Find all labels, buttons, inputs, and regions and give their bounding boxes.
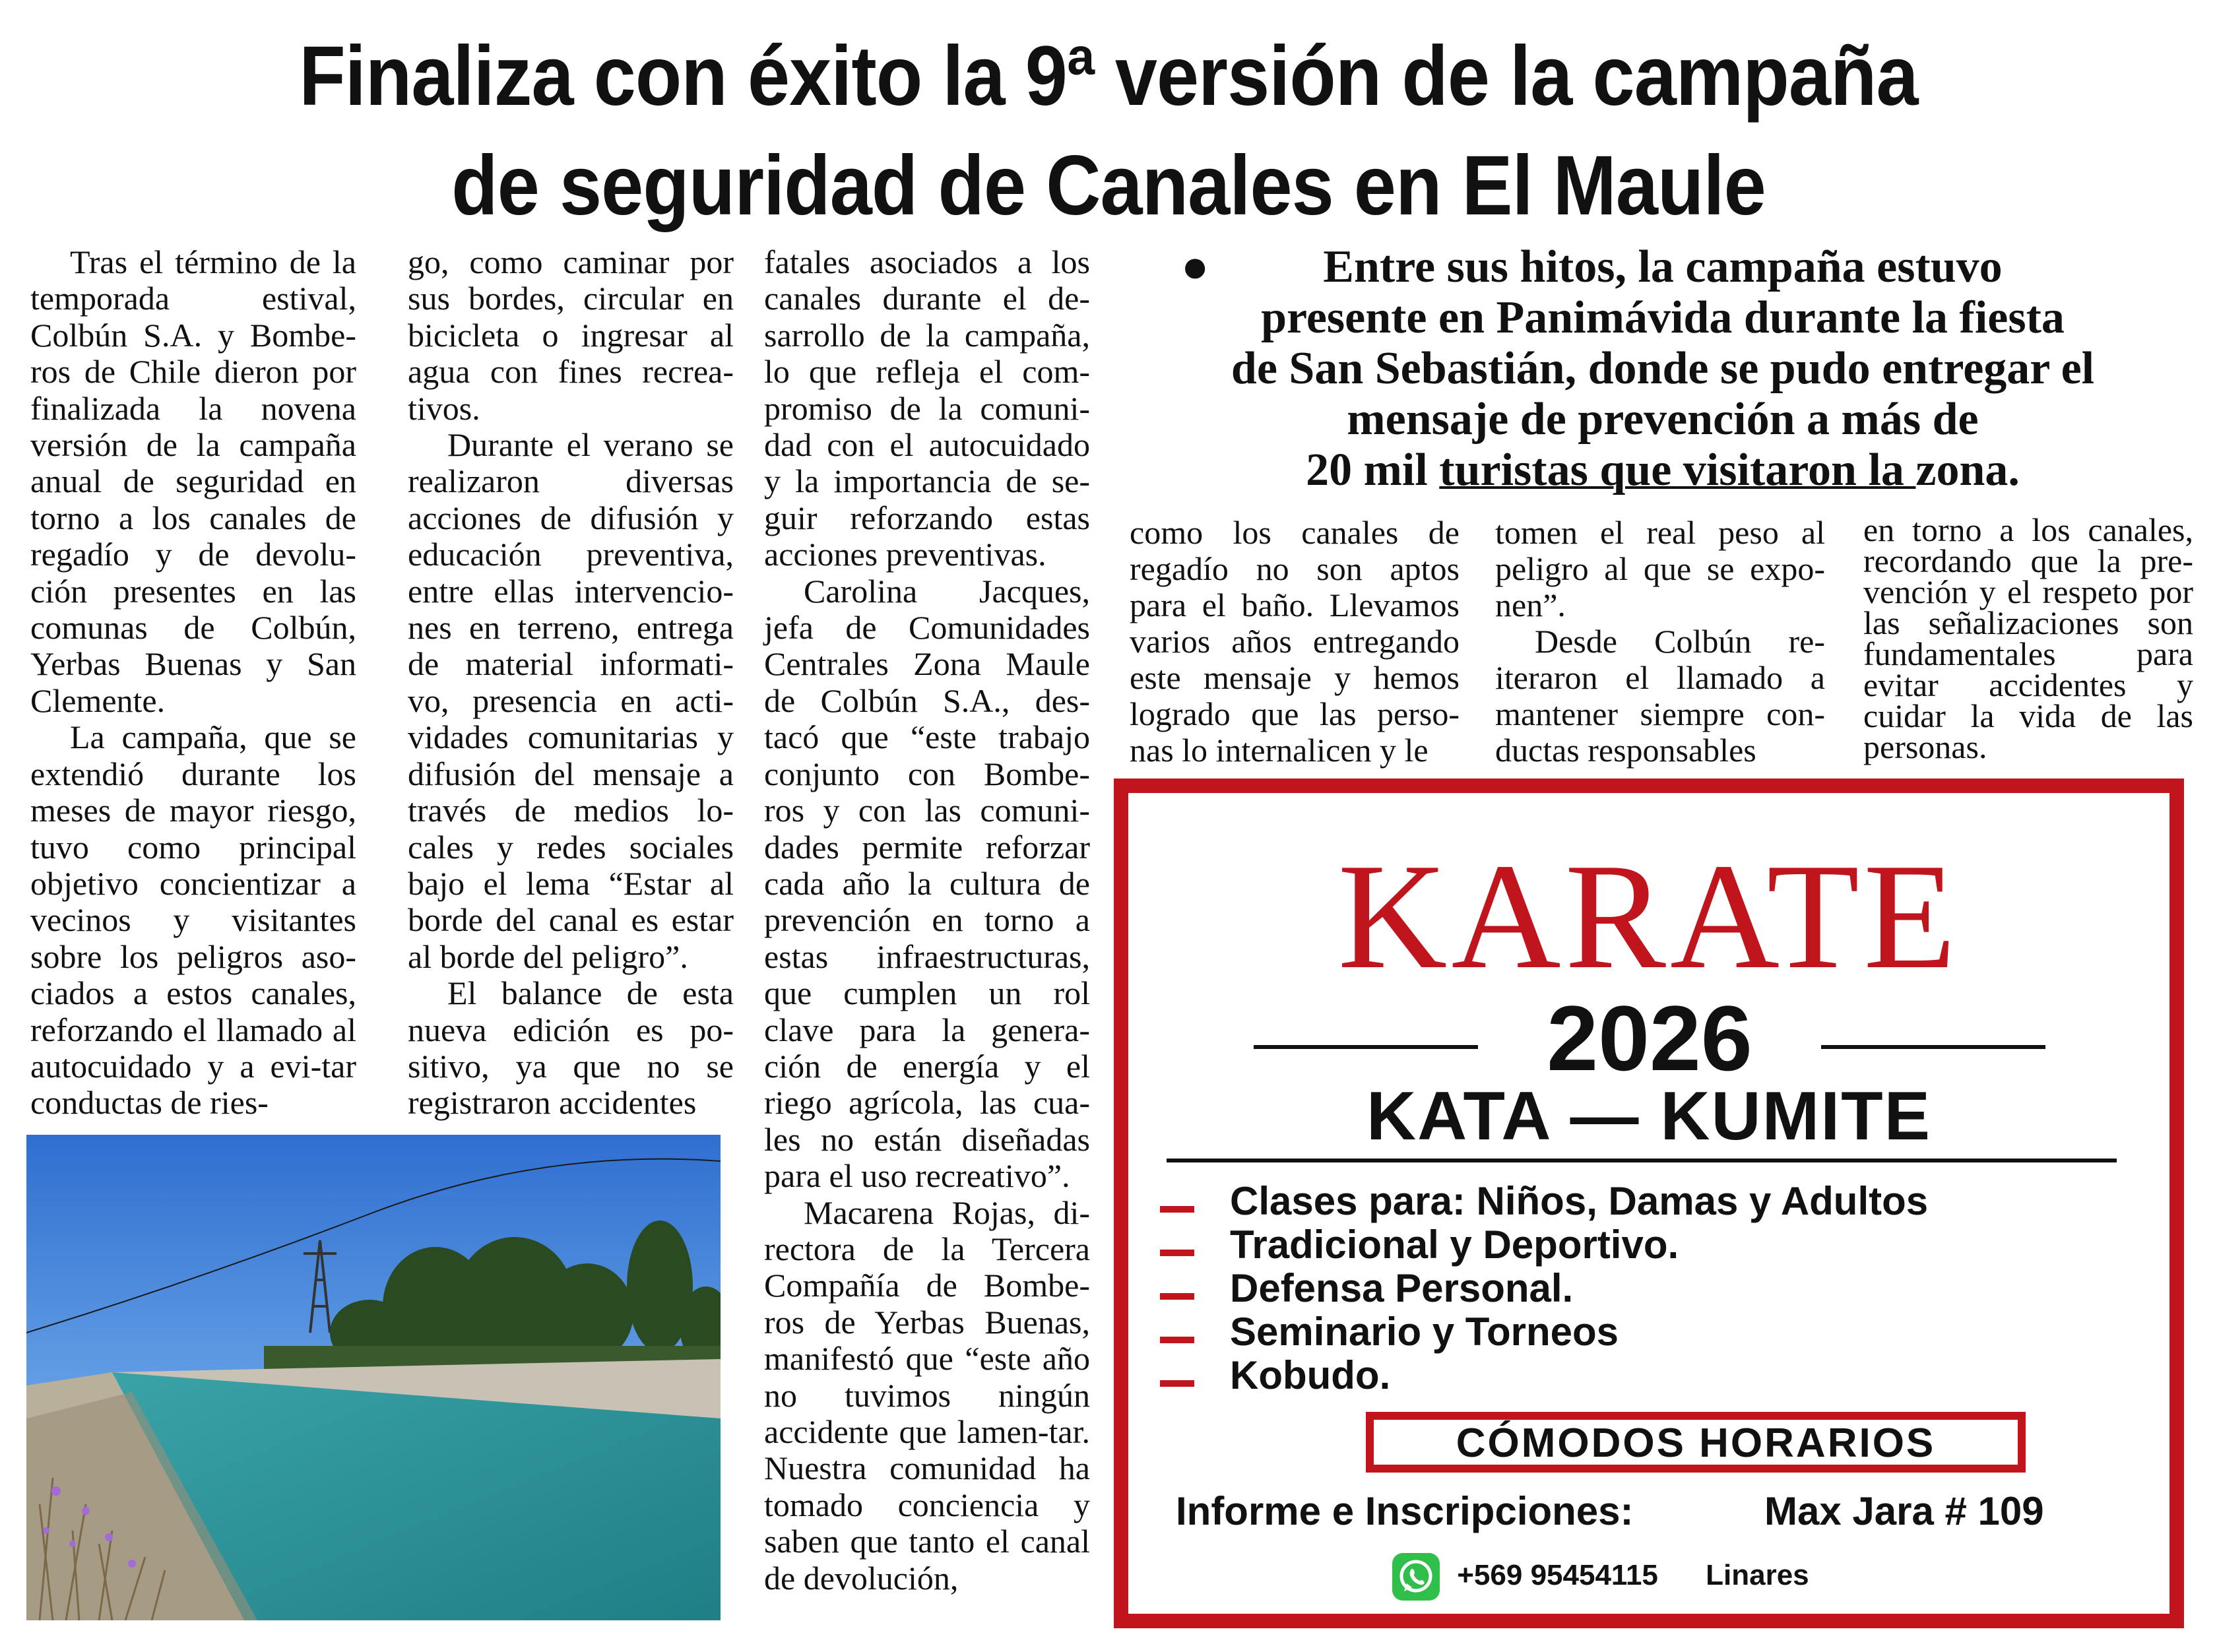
list-item <box>1160 1310 1928 1354</box>
paragraph: Carolina Jacques, jefa de Comunidades Centrales Zona Maule de Colbún S.A., des-tacó que “este trabajo conjunto con Bombe-ros y con las comuni-dades permite reforzar cada año la cultura de prevención en torno a estas infraestructuras, que cumplen un rol clave para la genera-ción de energía y el riego agrícola, las cua-les no están diseñadas para el uso recreativo”. <box>764 572 1090 1195</box>
callout-underlined-text: turistas que visitaron la <box>1439 445 1916 495</box>
paragraph: como los canales de regadío no son aptos para el baño. Llevamos varios años entregando este mensaje y hemos logrado que las perso-nas lo internalicen y le <box>1130 514 1460 769</box>
bullet-icon: ● <box>1181 241 1209 292</box>
ad-info-row <box>1176 1490 2152 1533</box>
divider <box>1821 1045 2045 1049</box>
callout-line-5-start: 20 mil <box>1306 445 1440 495</box>
list-item <box>1160 1267 1928 1310</box>
article-column-2 <box>408 244 734 1122</box>
callout-line-3: de San Sebastián, donde se pudo entregar el <box>1231 343 2095 394</box>
paragraph: Desde Colbún re-iteraron el llamado a mantener siempre con-ductas responsables <box>1495 623 1825 769</box>
dash-icon <box>1160 1206 1194 1213</box>
article-column-3 <box>764 244 1090 1597</box>
article-column-6 <box>1863 511 2193 765</box>
whatsapp-icon <box>1392 1553 1440 1601</box>
divider <box>1167 1159 2117 1162</box>
list-item <box>1160 1354 1928 1397</box>
list-item-text: Kobudo. <box>1230 1353 1391 1397</box>
callout-line-5 <box>1148 445 2177 495</box>
callout-line-5-end: zona. <box>1915 445 2020 495</box>
article-column-1 <box>30 244 356 1122</box>
canal-photo <box>26 1135 721 1620</box>
callout-line-2: presente en Panimávida durante la fiesta <box>1261 292 2065 343</box>
paragraph: El balance de esta nueva edición es po-sitivo, ya que no se registraron accidentes <box>408 974 734 1122</box>
ad-title: KARATE <box>1337 832 1960 1000</box>
callout-line-1: Entre sus hitos, la campaña estuvo <box>1323 241 2003 292</box>
paragraph: Durante el verano se realizaron diversas acciones de difusión y educación preventiva, entre ellas intervencio-nes en terreno, entrega de material informati-vo, presencia en acti-vidades comunitarias y difusión del mensaje a través de medios lo-cales y redes sociales bajo el lema “Estar al borde del canal es estar al borde del peligro”. <box>408 426 734 975</box>
ad-hours-box: CÓMODOS HORARIOS <box>1366 1412 2026 1473</box>
dash-icon <box>1160 1380 1194 1387</box>
list-item-text: Tradicional y Deportivo. <box>1230 1223 1679 1267</box>
list-item-text: Clases para: Niños, Damas y Adultos <box>1230 1179 1929 1223</box>
list-item-text: Defensa Personal. <box>1230 1266 1574 1310</box>
paragraph: tomen el real peso al peligro al que se expo-nen”. <box>1495 514 1825 623</box>
ad-year-row <box>1254 986 2045 1090</box>
ad-address: Max Jara # 109 <box>1764 1489 2044 1533</box>
ad-phone: +569 95454115 <box>1457 1559 1658 1591</box>
ad-info-label: Informe e Inscripciones: <box>1176 1489 1634 1533</box>
paragraph: fatales asociados a los canales durante el de-sarrollo de la campaña, lo que refleja el com-promiso de la comuni-dad con el autocuidado y la importancia de se-guir reforzando estas acciones preventivas. <box>764 243 1090 573</box>
dash-icon <box>1160 1337 1194 1343</box>
headline-line-1: Finaliza con éxito la 9ª versión de la campaña <box>299 29 1918 123</box>
paragraph: Macarena Rojas, di-rectora de la Tercera Compañía de Bombe-ros de Yerbas Buenas, manifestó que “este año no tuvimos ningún accidente que lamen-tar. Nuestra comunidad ha tomado conciencia y saben que tanto el canal de devolución, <box>764 1193 1090 1597</box>
dash-icon <box>1160 1250 1194 1256</box>
paragraph: La campaña, que se extendió durante los meses de mayor riesgo, tuvo como principal objetivo concientizar a vecinos y visitantes sobre los peligros aso-ciados a estos canales, reforzando el llamado al autocuidado y a evi-tar conductas de ries- <box>30 718 356 1122</box>
article-column-4 <box>1130 515 1460 769</box>
headline-line-2: de seguridad de Canales en El Maule <box>451 139 1766 233</box>
list-item-text: Seminario y Torneos <box>1230 1310 1619 1354</box>
highlight-callout <box>1148 241 2177 495</box>
karate-advertisement <box>1114 778 2184 1628</box>
ad-subtitle: KATA — KUMITE <box>1366 1078 1931 1155</box>
list-item <box>1160 1223 1928 1267</box>
paragraph: go, como caminar por sus bordes, circular en bicicleta o ingresar al agua con fines recrea-tivos. <box>408 243 734 427</box>
dash-icon <box>1160 1293 1194 1300</box>
ad-year: 2026 <box>1547 986 1752 1090</box>
list-item <box>1160 1180 1928 1223</box>
callout-line-4: mensaje de prevención a más de <box>1347 394 1979 445</box>
ad-feature-list <box>1160 1180 1928 1397</box>
article-column-5 <box>1495 515 1825 769</box>
paragraph: Tras el término de la temporada estival, Colbún S.A. y Bombe-ros de Chile dieron por finalizada la novena versión de la campaña anual de seguridad en torno a los canales de regadío y de devolu-ción presentes en las comunas de Colbún, Yerbas Buenas y San Clemente. <box>30 243 356 719</box>
ad-city: Linares <box>1706 1559 1809 1591</box>
paragraph: en torno a los canales, recordando que la pre-vención y el respeto por las señalizaciones son fundamentales para evitar accidentes y cuidar la vida de las personas. <box>1863 511 2193 765</box>
ad-contact-row <box>1392 1552 1809 1599</box>
